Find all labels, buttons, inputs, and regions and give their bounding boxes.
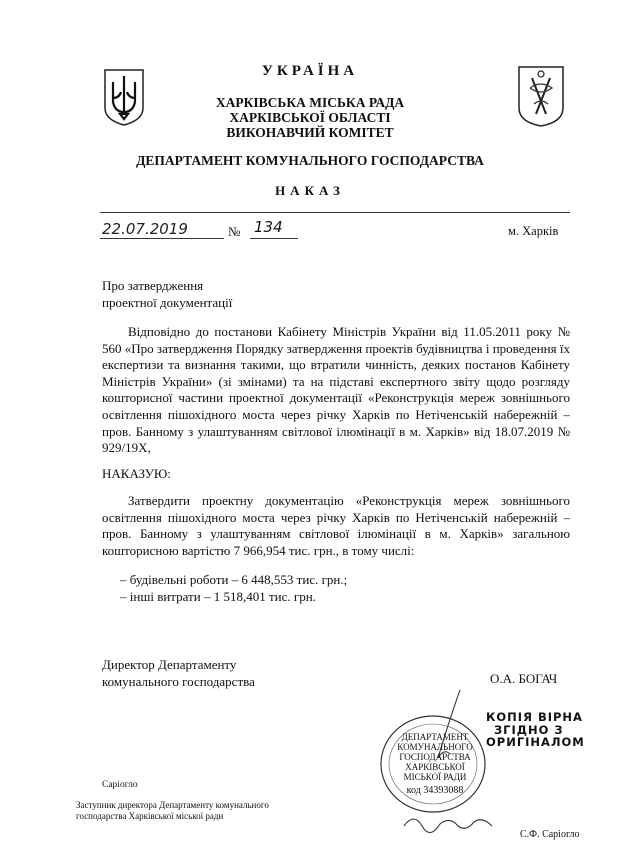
order-date: 22.07.2019 bbox=[102, 220, 188, 238]
signatory-position bbox=[102, 656, 255, 690]
order-number-label: № bbox=[228, 224, 241, 239]
position-line: Директор Департаменту bbox=[102, 657, 237, 672]
decision-paragraph: Затвердити проектну документацію «Реконструкція мереж зовнішнього освітлення пішохідного моста через річку Харків по Нетіченській набережній – пров. Банному з улаштуванням світлової ілюмінації в м. Харків» загальною кошторисною вартістю 7 966,954 тис. грн., в тому числі: bbox=[102, 493, 570, 558]
cost-item: – будівельні роботи – 6 448,553 тис. грн.; bbox=[120, 572, 348, 587]
stamp-line: КОМУНАЛЬНОГО bbox=[397, 742, 473, 752]
order-city: м. Харків bbox=[508, 224, 559, 238]
order-word: НАКАЗУЮ: bbox=[102, 466, 171, 481]
department-title: ДЕПАРТАМЕНТ КОМУНАЛЬНОГО ГОСПОДАРСТВА bbox=[136, 153, 484, 168]
council-line: ХАРКІВСЬКА МІСЬКА РАДА bbox=[215, 95, 405, 110]
stamp-line: ГОСПОДАРСТВА bbox=[399, 752, 471, 762]
copy-line: КОПІЯ ВІРНА bbox=[486, 710, 583, 724]
stamp-line: ХАРКІВСЬКОЇ bbox=[405, 762, 465, 772]
stamp-line: МІСЬКОЇ РАДИ bbox=[403, 772, 467, 782]
certifier-signature bbox=[400, 808, 500, 838]
certifier-name: С.Ф. Саріогло bbox=[520, 829, 580, 840]
subject-line: Про затвердження bbox=[102, 278, 204, 293]
number-underline bbox=[250, 238, 298, 239]
stamp-code: код 34393088 bbox=[406, 785, 464, 796]
country-title: УКРАЇНА bbox=[261, 63, 359, 79]
council-header bbox=[0, 95, 620, 140]
council-line: ВИКОНАВЧИЙ КОМІТЕТ bbox=[226, 125, 394, 140]
cost-item: – інші витрати – 1 518,401 тис. грн. bbox=[120, 589, 316, 604]
executor-name: Саріогло bbox=[102, 780, 138, 790]
header-divider bbox=[100, 212, 570, 213]
signatory-name: О.А. БОГАЧ bbox=[490, 671, 558, 686]
copy-line: ЗГІДНО З bbox=[494, 722, 564, 737]
council-line: ХАРКІВСЬКОЇ ОБЛАСТІ bbox=[229, 110, 391, 125]
stamp-text bbox=[396, 732, 474, 796]
certifier-position bbox=[76, 800, 269, 822]
document-type: НАКАЗ bbox=[275, 183, 345, 198]
certifier-line: Заступник директора Департаменту комунального bbox=[76, 800, 269, 810]
stamp-line: ДЕПАРТАМЕНТ bbox=[401, 732, 469, 742]
certifier-line: господарства Харківської міської ради bbox=[76, 811, 224, 821]
copy-certification-stamp bbox=[486, 711, 585, 749]
order-subject bbox=[102, 277, 232, 311]
order-number: 134 bbox=[254, 218, 283, 236]
date-underline bbox=[100, 238, 224, 239]
copy-line: ОРИГІНАЛОМ bbox=[486, 735, 585, 749]
subject-line: проектної документації bbox=[102, 295, 233, 310]
position-line: комунального господарства bbox=[102, 674, 255, 689]
preamble-paragraph: Відповідно до постанови Кабінету Міністрів України від 11.05.2011 року № 560 «Про затвердження Порядку затвердження проектів будівництва і проведення їх експертизи та визнання такими, що втратили чинність, деяких постанов Кабінету Міністрів України» (зі змінами) та на підставі експертного звіту щодо розгляду кошторисної частини проектної документації «Реконструкція мереж зовнішнього освітлення пішохідного моста через річку Харків по Нетіченській набережній – пров. Банному з улаштуванням світлової ілюмінації в м. Харків» від 18.07.2019 № 929/19Х, bbox=[102, 324, 570, 456]
